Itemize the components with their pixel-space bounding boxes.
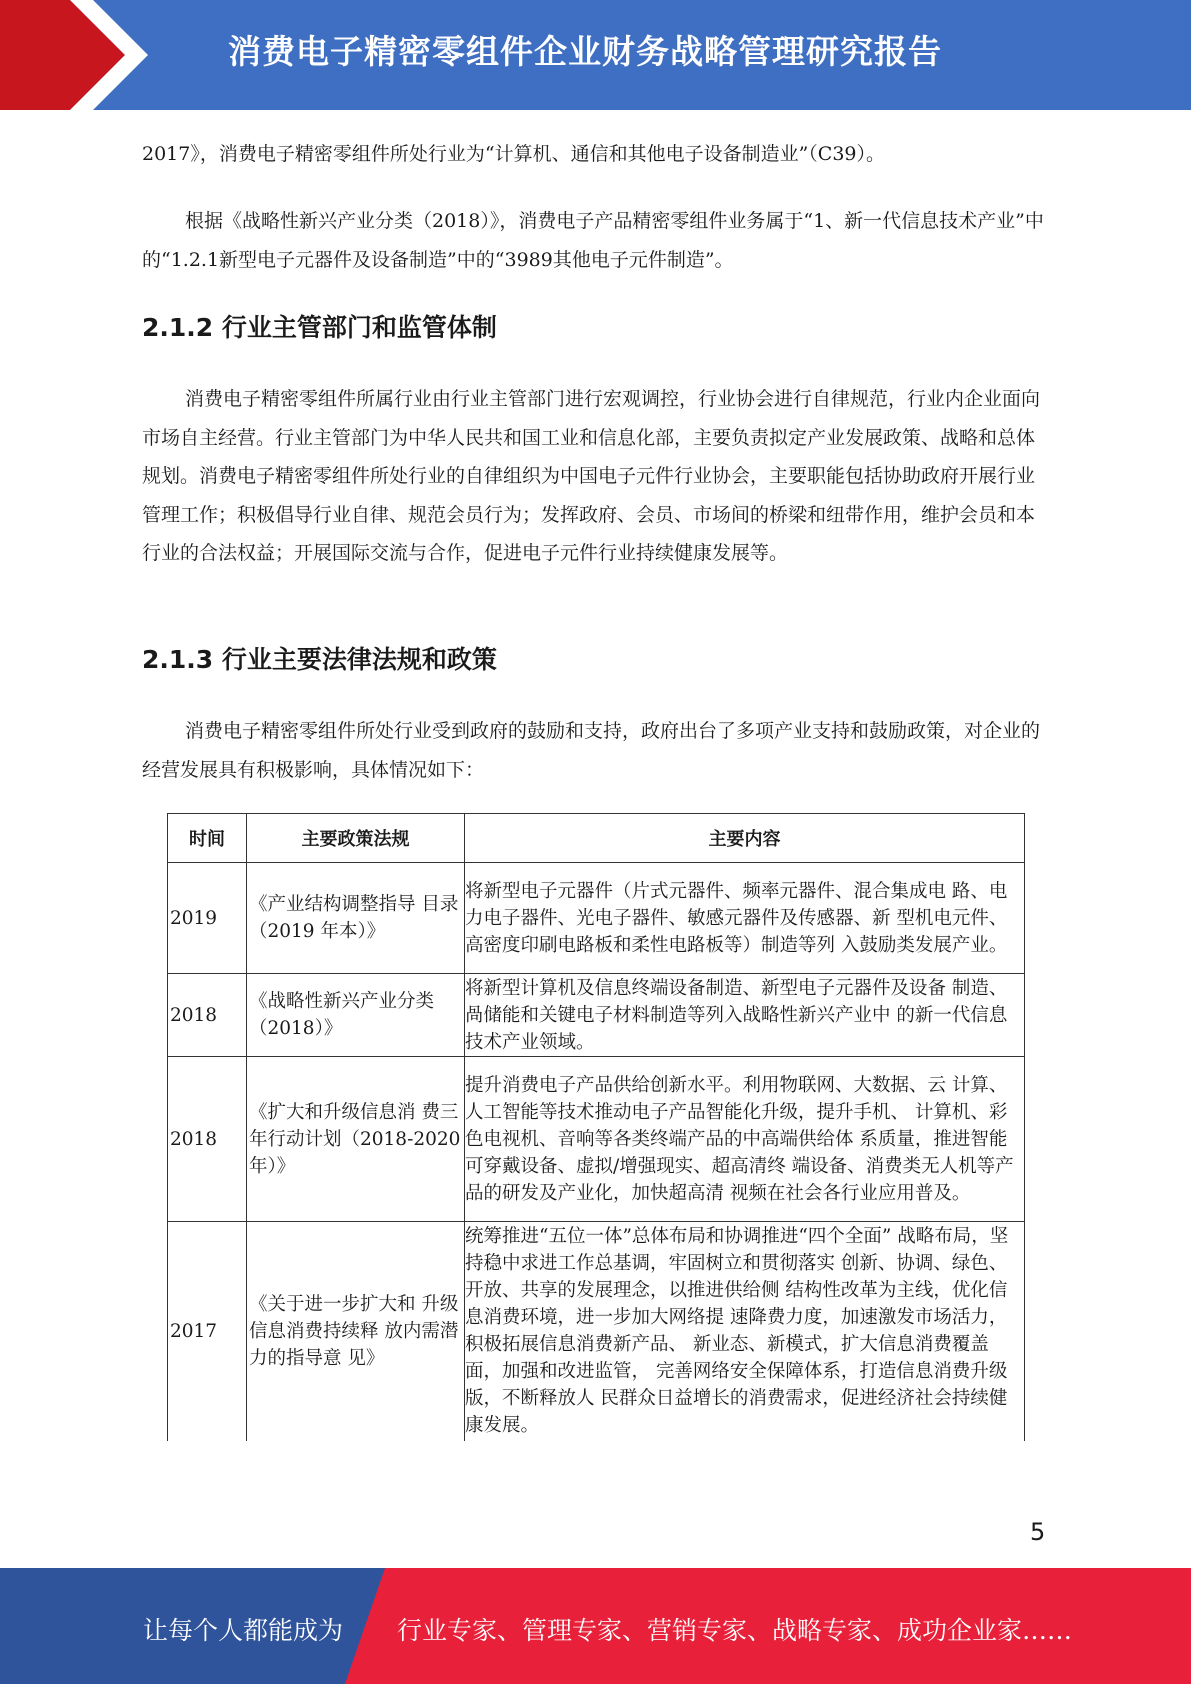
table-row: [168, 1222, 1025, 1441]
row-content: 提升消费电子产品供给创新水平。利用物联网、大数据、云 计算、人工智能等技术推动电子产品智能化升级，提升手机、 计算机、彩色电视机、音响等各类终端产品的中高端供给体 系质量，推进智能可穿戴设备、虚拟/增强现实、超高清终 端设备、消费类无人机等产品的研发及产业化，加快超高清 视频在社会各行业应用普及。: [465, 1057, 1025, 1222]
header-chevron-decoration: [0, 0, 150, 110]
paragraph-regulation: 消费电子精密零组件所属行业由行业主管部门进行宏观调控，行业协会进行自律规范，行业内企业面向市场自主经营。行业主管部门为中华人民共和国工业和信息化部，主要负责拟定产业发展政策、战略和总体规划。消费电子精密零组件所处行业的自律组织为中国电子元件行业协会，主要职能包括协助政府开展行业管理工作；积极倡导行业自律、规范会员行为；发挥政府、会员、市场间的桥梁和纽带作用，维护会员和本行业的合法权益；开展国际交流与合作，促进电子元件行业持续健康发展等。: [142, 388, 1041, 564]
paragraph-classification: 根据《战略性新兴产业分类（2018）》，消费电子产品精密零组件业务属于“1、新一代信息技术产业”中的“1.2.1新型电子元器件及设备制造”中的“3989其他电子元件制造”。: [142, 210, 1044, 271]
page-number: 5: [1030, 1518, 1046, 1546]
column-header-time: 时间: [168, 814, 247, 863]
row-year: 2019: [168, 863, 247, 974]
table-row: [168, 974, 1025, 1057]
table-header-row: [168, 814, 1025, 863]
row-policy: 《战略性新兴产业分类（2018）》: [247, 974, 465, 1057]
page-header: [0, 0, 1191, 110]
paragraph-policy-intro: 消费电子精密零组件所处行业受到政府的鼓励和支持，政府出台了多项产业支持和鼓励政策，对企业的经营发展具有积极影响，具体情况如下：: [142, 720, 1041, 781]
report-title: 消费电子精密零组件企业财务战略管理研究报告: [228, 32, 942, 71]
table-row: [168, 863, 1025, 974]
row-content: 统筹推进“五位一体”总体布局和协调推进“四个全面” 战略布局，坚持稳中求进工作总基调，牢固树立和贯彻落实 创新、协调、绿色、开放、共享的发展理念，以推进供给侧 结构性改革为主线，优化信息消费环境，进一步加大网络提 速降费力度，加速激发市场活力，积极拓展信息消费新产品、 新业态、新模式，扩大信息消费覆盖面，加强和改进监管， 完善网络安全保障体系，打造信息消费升级版，不断释放人 民群众日益增长的消费需求，促进经济社会持续健康发展。: [465, 1222, 1025, 1441]
policy-table: [167, 813, 1025, 1441]
row-content: 将新型电子元器件（片式元器件、频率元器件、混合集成电 路、电力电子器件、光电子器件、敏感元器件及传感器、新 型机电元件、高密度印刷电路板和柔性电路板等）制造等列 入鼓励类发展产业。: [465, 863, 1025, 974]
column-header-content: 主要内容: [465, 814, 1025, 863]
column-header-policy: 主要政策法规: [247, 814, 465, 863]
heading-2-1-3: 2.1.3 行业主要法律法规和政策: [142, 645, 497, 674]
page-footer: [0, 1568, 1191, 1684]
paragraph-continuation: 2017》，消费电子精密零组件所处行业为“计算机、通信和其他电子设备制造业”（C39）。: [142, 143, 885, 165]
row-year: 2018: [168, 974, 247, 1057]
row-content: 将新型计算机及信息终端设备制造、新型电子元器件及设备 制造、咼储能和关键电子材料制造等列入战略性新兴产业中 的新一代信息技术产业领域。: [465, 974, 1025, 1057]
row-policy: 《关于进一步扩大和 升级信息消费持续释 放内需潜力的指导意 见》: [247, 1222, 465, 1441]
footer-slogan-right: 行业专家、管理专家、营销专家、战略专家、成功企业家……: [397, 1616, 1073, 1645]
footer-slogan-left: 让每个人都能成为: [143, 1616, 344, 1645]
row-policy: 《扩大和升级信息消 费三年行动计划（2018-2020 年）》: [247, 1057, 465, 1222]
heading-2-1-2: 2.1.2 行业主管部门和监管体制: [142, 313, 497, 342]
table-row: [168, 1057, 1025, 1222]
row-policy: 《产业结构调整指导 目录（2019 年本）》: [247, 863, 465, 974]
row-year: 2018: [168, 1057, 247, 1222]
row-year: 2017: [168, 1222, 247, 1441]
